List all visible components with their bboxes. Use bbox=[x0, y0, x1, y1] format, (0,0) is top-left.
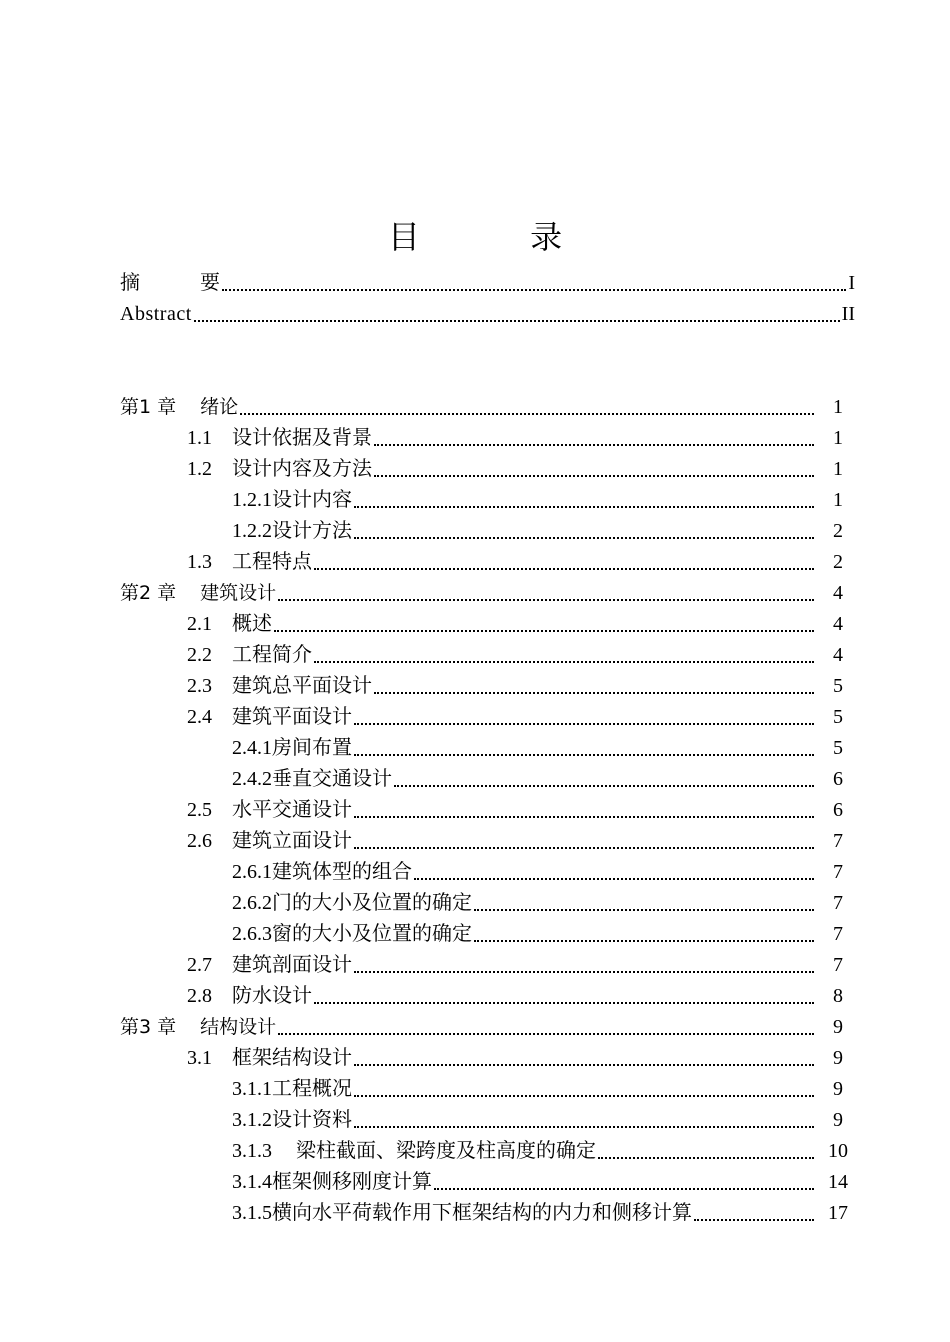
dot-leader bbox=[194, 304, 840, 322]
toc-page-number: 4 bbox=[833, 582, 843, 604]
toc-page-number: 7 bbox=[833, 954, 843, 976]
toc-entry[interactable] bbox=[232, 1076, 860, 1102]
toc-entry-label bbox=[232, 1169, 432, 1195]
toc-entry[interactable] bbox=[120, 1014, 860, 1040]
toc-entry-label bbox=[187, 611, 272, 637]
toc-entry-label bbox=[187, 983, 312, 1009]
toc-entry-number: 2.6.2 bbox=[232, 892, 272, 914]
dot-leader bbox=[314, 645, 814, 663]
toc-entry-text: 框架侧移刚度计算 bbox=[272, 1171, 432, 1193]
toc-page-number: 9 bbox=[833, 1109, 843, 1131]
toc-entry-text: 绪论 bbox=[200, 396, 239, 418]
toc-entry[interactable] bbox=[232, 735, 860, 761]
toc-entry-number: 2.6.3 bbox=[232, 923, 272, 945]
toc-page-number: 1 bbox=[833, 396, 843, 418]
toc-entry[interactable] bbox=[232, 518, 860, 544]
toc-entry-number: 2.6 bbox=[187, 830, 212, 852]
dot-leader bbox=[374, 459, 814, 477]
toc-entry[interactable] bbox=[187, 611, 860, 637]
toc-front-abstract-en[interactable] bbox=[120, 301, 855, 327]
toc-entry-text: 垂直交通设计 bbox=[272, 768, 392, 790]
dot-leader bbox=[354, 955, 814, 973]
dot-leader bbox=[240, 397, 814, 415]
toc-entry-text: 设计方法 bbox=[272, 520, 352, 542]
toc-entry-label bbox=[187, 952, 352, 978]
toc-entry-text: 房间布置 bbox=[272, 737, 352, 759]
dot-leader bbox=[354, 1048, 814, 1066]
dot-leader bbox=[354, 707, 814, 725]
dot-leader bbox=[222, 273, 846, 291]
toc-entry[interactable] bbox=[232, 890, 860, 916]
toc-entry-text: 设计依据及背景 bbox=[232, 427, 372, 449]
toc-page-number: 1 bbox=[833, 427, 843, 449]
toc-entry-label bbox=[232, 1200, 692, 1226]
toc-entry-number: 3.1.4 bbox=[232, 1171, 272, 1193]
dot-leader bbox=[274, 614, 814, 632]
toc-page-number: 9 bbox=[833, 1047, 843, 1069]
toc-entry-label bbox=[232, 518, 352, 544]
toc-entry-label bbox=[232, 1076, 352, 1102]
toc-page-number: 7 bbox=[833, 923, 843, 945]
toc-entry[interactable] bbox=[120, 580, 860, 606]
toc-entry[interactable] bbox=[232, 1200, 860, 1226]
toc-entry-number: 3.1 bbox=[187, 1047, 212, 1069]
dot-leader bbox=[314, 552, 814, 570]
dot-leader bbox=[278, 583, 814, 601]
toc-entry-number: 第3 章 bbox=[120, 1016, 177, 1038]
dot-leader bbox=[474, 893, 814, 911]
dot-leader bbox=[394, 769, 814, 787]
toc-entry-label bbox=[232, 1107, 352, 1133]
toc-entry-number: 2.4.2 bbox=[232, 768, 272, 790]
toc-entry-number: 2.1 bbox=[187, 613, 212, 635]
toc-entry[interactable] bbox=[187, 456, 860, 482]
toc-entry-label: Abstract bbox=[120, 303, 192, 325]
toc-page-number: 8 bbox=[833, 985, 843, 1007]
toc-entry-text: 梁柱截面、梁跨度及柱高度的确定 bbox=[296, 1140, 596, 1162]
toc-entry[interactable] bbox=[187, 1045, 860, 1071]
toc-page-number: 17 bbox=[828, 1202, 848, 1224]
toc-page-number: 4 bbox=[833, 644, 843, 666]
toc-entry[interactable] bbox=[232, 487, 860, 513]
toc-front-abstract-cn[interactable] bbox=[120, 270, 855, 296]
toc-entry[interactable] bbox=[187, 952, 860, 978]
toc-entry-number: 2.4 bbox=[187, 706, 212, 728]
toc-page-number: 2 bbox=[833, 520, 843, 542]
toc-entry-label bbox=[187, 797, 352, 823]
dot-leader bbox=[314, 986, 814, 1004]
dot-leader bbox=[354, 800, 814, 818]
toc-entry[interactable] bbox=[232, 921, 860, 947]
toc-entry-text: 工程简介 bbox=[232, 644, 312, 666]
toc-page-number: 9 bbox=[833, 1016, 843, 1038]
toc-entry-number: 第1 章 bbox=[120, 396, 177, 418]
toc-entry-number: 2.2 bbox=[187, 644, 212, 666]
toc-entry-text: 水平交通设计 bbox=[232, 799, 352, 821]
toc-entry-label bbox=[232, 1138, 596, 1164]
toc-entry[interactable] bbox=[187, 704, 860, 730]
toc-page-number: 5 bbox=[833, 737, 843, 759]
toc-page-number: 14 bbox=[828, 1171, 848, 1193]
dot-leader bbox=[354, 521, 814, 539]
toc-page-number: 2 bbox=[833, 551, 843, 573]
toc-entry-number: 3.1.3 bbox=[232, 1140, 272, 1162]
toc-entry-text: 工程特点 bbox=[232, 551, 312, 573]
toc-entry-number: 2.7 bbox=[187, 954, 212, 976]
toc-entry-label bbox=[120, 1014, 276, 1040]
toc-entry-label bbox=[232, 766, 392, 792]
toc-entry-text: 工程概况 bbox=[272, 1078, 352, 1100]
toc-entry-number: 2.3 bbox=[187, 675, 212, 697]
toc-page-number: 7 bbox=[833, 861, 843, 883]
toc-entry-text: 设计资料 bbox=[272, 1109, 352, 1131]
toc-entry-label bbox=[187, 642, 312, 668]
toc-entry[interactable] bbox=[187, 797, 860, 823]
toc-entry[interactable] bbox=[187, 425, 860, 451]
toc-entry-text: 窗的大小及位置的确定 bbox=[272, 923, 472, 945]
dot-leader bbox=[414, 862, 814, 880]
toc-entry-label bbox=[187, 673, 372, 699]
dot-leader bbox=[474, 924, 814, 942]
toc-entry-label bbox=[232, 921, 472, 947]
toc-entry-label bbox=[120, 580, 276, 606]
toc-entry-number: 3.1.2 bbox=[232, 1109, 272, 1131]
dot-leader bbox=[374, 428, 814, 446]
dot-leader bbox=[278, 1017, 814, 1035]
toc-entry-label bbox=[232, 890, 472, 916]
toc-entry-label bbox=[232, 487, 352, 513]
toc-entry-text: 结构设计 bbox=[200, 1016, 277, 1038]
toc-title: 目 录 bbox=[387, 218, 613, 256]
dot-leader bbox=[354, 490, 814, 508]
toc-entry-label bbox=[120, 394, 238, 420]
dot-leader bbox=[354, 1110, 814, 1128]
dot-leader bbox=[598, 1141, 814, 1159]
dot-leader bbox=[694, 1203, 814, 1221]
toc-page-number: 6 bbox=[833, 799, 843, 821]
toc-entry-text: 横向水平荷载作用下框架结构的内力和侧移计算 bbox=[272, 1202, 692, 1224]
toc-entry[interactable] bbox=[232, 1169, 860, 1195]
toc-entry-text: 防水设计 bbox=[232, 985, 312, 1007]
toc-entry-number: 1.2 bbox=[187, 458, 212, 480]
toc-page-number: 5 bbox=[833, 706, 843, 728]
toc-entry-label bbox=[187, 425, 372, 451]
toc-entry-number: 3.1.5 bbox=[232, 1202, 272, 1224]
toc-entry-text: 建筑设计 bbox=[200, 582, 277, 604]
toc-entry-number: 3.1.1 bbox=[232, 1078, 272, 1100]
toc-entry-label bbox=[187, 1045, 352, 1071]
toc-entry[interactable] bbox=[187, 642, 860, 668]
toc-entry-number: 1.3 bbox=[187, 551, 212, 573]
toc-page-number: 6 bbox=[833, 768, 843, 790]
toc-entry-label bbox=[187, 456, 372, 482]
toc-entry[interactable] bbox=[232, 1138, 860, 1164]
dot-leader bbox=[354, 1079, 814, 1097]
toc-entry-number: 2.5 bbox=[187, 799, 212, 821]
toc-page-number: 1 bbox=[833, 489, 843, 511]
toc-entry[interactable] bbox=[232, 859, 860, 885]
toc-entry-number: 1.1 bbox=[187, 427, 212, 449]
toc-entry-number: 1.2.1 bbox=[232, 489, 272, 511]
dot-leader bbox=[434, 1172, 814, 1190]
toc-page-number: I bbox=[848, 272, 855, 294]
toc-entry-text: 概述 bbox=[232, 613, 272, 635]
toc-entry[interactable] bbox=[232, 1107, 860, 1133]
toc-entry-label bbox=[232, 859, 412, 885]
toc-entry-label bbox=[232, 735, 352, 761]
toc-page-number: 1 bbox=[833, 458, 843, 480]
toc-entry-label bbox=[187, 828, 352, 854]
toc-page-number: 10 bbox=[828, 1140, 848, 1162]
toc-entry[interactable] bbox=[187, 828, 860, 854]
toc-entry-number: 2.6.1 bbox=[232, 861, 272, 883]
toc-entry-number: 2.8 bbox=[187, 985, 212, 1007]
toc-entry[interactable] bbox=[120, 394, 860, 420]
toc-entry[interactable] bbox=[232, 766, 860, 792]
toc-page-number: II bbox=[841, 303, 855, 325]
toc-entry[interactable] bbox=[187, 983, 860, 1009]
toc-page-number: 4 bbox=[833, 613, 843, 635]
dot-leader bbox=[374, 676, 814, 694]
toc-entry-text: 建筑体型的组合 bbox=[272, 861, 412, 883]
toc-page-number: 9 bbox=[833, 1078, 843, 1100]
toc-entry[interactable] bbox=[187, 673, 860, 699]
toc-entry-label: 摘 要 bbox=[120, 272, 220, 294]
toc-page-number: 5 bbox=[833, 675, 843, 697]
toc-page-number: 7 bbox=[833, 892, 843, 914]
toc-entry-text: 建筑立面设计 bbox=[232, 830, 352, 852]
toc-entry-text: 建筑剖面设计 bbox=[232, 954, 352, 976]
toc-entry-text: 建筑平面设计 bbox=[232, 706, 352, 728]
toc-page-number: 7 bbox=[833, 830, 843, 852]
dot-leader bbox=[354, 831, 814, 849]
toc-entry-number: 第2 章 bbox=[120, 582, 177, 604]
dot-leader bbox=[354, 738, 814, 756]
toc-entry-text: 建筑总平面设计 bbox=[232, 675, 372, 697]
toc-entry-text: 框架结构设计 bbox=[232, 1047, 352, 1069]
toc-entry-label bbox=[187, 704, 352, 730]
toc-entry-label bbox=[187, 549, 312, 575]
toc-entry[interactable] bbox=[187, 549, 860, 575]
toc-entry-text: 设计内容及方法 bbox=[232, 458, 372, 480]
toc-entry-text: 门的大小及位置的确定 bbox=[272, 892, 472, 914]
toc-entry-text: 设计内容 bbox=[272, 489, 352, 511]
toc-entry-number: 1.2.2 bbox=[232, 520, 272, 542]
toc-entry-number: 2.4.1 bbox=[232, 737, 272, 759]
